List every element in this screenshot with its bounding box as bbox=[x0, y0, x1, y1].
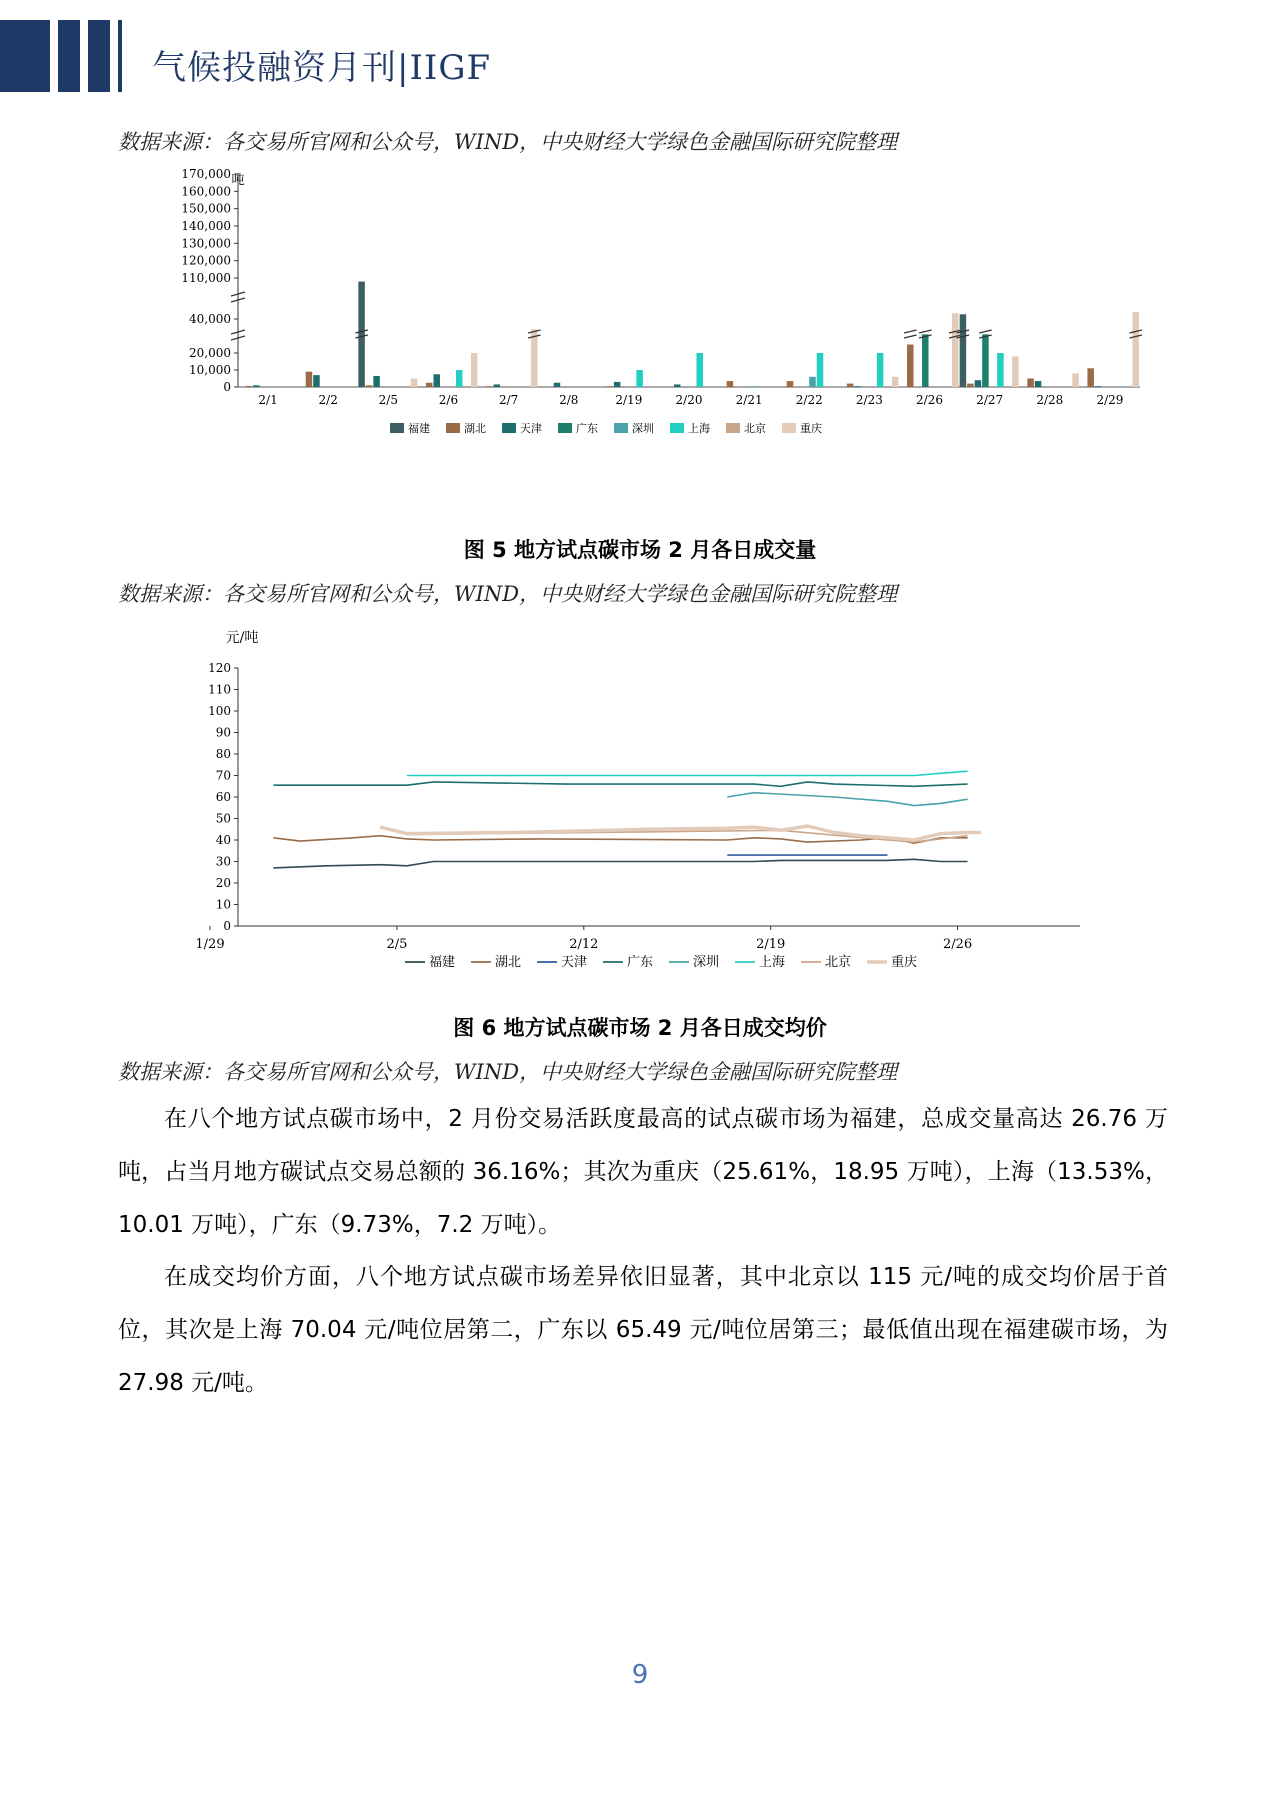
line-y-tick-label: 80 bbox=[215, 747, 231, 761]
line-y-tick-label: 50 bbox=[215, 811, 231, 826]
source-note-mid: 数据来源：各交易所官网和公众号，WIND，中央财经大学绿色金融国际研究院整理 bbox=[118, 582, 898, 606]
bar-y-tick-label: 160,000 bbox=[181, 184, 231, 199]
source-note-bottom: 数据来源：各交易所官网和公众号，WIND，中央财经大学绿色金融国际研究院整理 bbox=[118, 1060, 898, 1084]
bar-mark bbox=[922, 334, 929, 387]
bar-legend-label: 福建 bbox=[408, 422, 430, 435]
bar-mark bbox=[1132, 312, 1139, 387]
bar-mark bbox=[952, 313, 959, 387]
bar-y-tick-label: 40,000 bbox=[189, 312, 231, 326]
bar-legend-label: 北京 bbox=[744, 422, 766, 435]
bar-mark bbox=[749, 386, 756, 387]
line-legend-label: 上海 bbox=[759, 955, 786, 970]
bar-mark bbox=[817, 353, 824, 387]
paragraph-1: 在八个地方试点碳市场中，2 月份交易活跃度最高的试点碳市场为福建，总成交量高达 26.76 万吨，占当月地方碳试点交易总额的 36.16%；其次为重庆（25.61%，18.95 万吨），上海（13.53%，10.01 万吨），广东（9.73%，7.2 万吨）。 bbox=[118, 1106, 1168, 1238]
bar-y-tick-label: 140,000 bbox=[181, 219, 231, 233]
bar-legend-label: 上海 bbox=[688, 422, 710, 435]
bar-legend-swatch bbox=[558, 423, 572, 433]
line-legend-label: 湖北 bbox=[495, 955, 522, 970]
line-y-tick-label: 90 bbox=[215, 725, 231, 740]
bar-mark bbox=[907, 345, 914, 388]
line-x-tick-label: 2/26 bbox=[942, 937, 973, 952]
bar-mark bbox=[1072, 373, 1079, 387]
bar-y-tick-label: 10,000 bbox=[189, 363, 231, 377]
line-y-tick-label: 110 bbox=[208, 682, 231, 697]
bar-y-tick-label: 120,000 bbox=[181, 253, 231, 268]
bar-y-tick-label: 170,000 bbox=[181, 167, 231, 181]
bar-mark bbox=[975, 380, 982, 387]
bar-x-tick-label: 2/27 bbox=[976, 393, 1004, 407]
bar-y-tick-label: 20,000 bbox=[189, 346, 231, 360]
bar-mark bbox=[358, 282, 365, 387]
bar-x-tick-label: 2/28 bbox=[1036, 393, 1064, 407]
bar-mark bbox=[892, 377, 899, 387]
bar-legend-swatch bbox=[390, 423, 404, 433]
bar-mark bbox=[554, 383, 561, 387]
bar-mark bbox=[1095, 386, 1102, 387]
line-y-tick-label: 40 bbox=[215, 833, 231, 847]
bar-mark bbox=[433, 374, 440, 387]
bar-x-tick-label: 2/1 bbox=[258, 393, 278, 407]
bar-x-tick-label: 2/29 bbox=[1096, 393, 1124, 407]
bar-mark bbox=[471, 353, 478, 387]
line-y-tick-label: 10 bbox=[215, 897, 231, 912]
bar-mark bbox=[636, 370, 643, 387]
bar-legend-swatch bbox=[670, 423, 684, 433]
line-legend-label: 广东 bbox=[627, 955, 654, 970]
line-y-tick-label: 30 bbox=[215, 854, 231, 869]
bar-legend-swatch bbox=[614, 423, 628, 433]
bar-mark bbox=[411, 379, 418, 388]
line-series bbox=[407, 771, 968, 775]
bar-x-tick-label: 2/21 bbox=[735, 393, 763, 407]
line-y-tick-label: 70 bbox=[215, 768, 231, 783]
line-ylabel: 元/吨 bbox=[225, 630, 259, 646]
bar-mark bbox=[531, 329, 538, 387]
bar-legend-swatch bbox=[726, 423, 740, 433]
bar-x-tick-label: 2/19 bbox=[615, 393, 643, 407]
line-series bbox=[380, 826, 981, 840]
line-y-tick-label: 60 bbox=[215, 790, 231, 804]
bar-break-mark bbox=[919, 330, 932, 338]
bar-mark bbox=[877, 353, 884, 387]
bar-legend-label: 湖北 bbox=[464, 422, 486, 435]
bar-x-tick-label: 2/6 bbox=[438, 393, 459, 407]
bar-mark bbox=[246, 386, 253, 387]
bar-mark bbox=[847, 384, 854, 387]
bar-mark bbox=[373, 376, 380, 387]
bar-x-tick-label: 2/26 bbox=[916, 393, 944, 407]
bar-mark bbox=[1012, 356, 1019, 387]
line-chart bbox=[195, 628, 1120, 978]
line-legend-label: 福建 bbox=[429, 955, 456, 970]
line-x-tick-label: 2/19 bbox=[756, 937, 786, 952]
header-bar-1 bbox=[0, 20, 50, 92]
line-series bbox=[273, 859, 967, 868]
bar-mark bbox=[306, 372, 313, 387]
bar-y-tick-label: 130,000 bbox=[181, 236, 231, 251]
bar-y-tick-label: 150,000 bbox=[181, 201, 231, 216]
bar-mark bbox=[854, 386, 861, 387]
bar-mark bbox=[486, 386, 493, 387]
line-x-tick-label: 2/5 bbox=[386, 937, 408, 952]
line-legend-label: 天津 bbox=[561, 955, 588, 970]
bar-mark bbox=[960, 314, 967, 387]
bar-legend-label: 广东 bbox=[576, 422, 598, 435]
line-legend-label: 重庆 bbox=[891, 955, 918, 970]
bar-mark bbox=[253, 385, 259, 387]
source-note-top: 数据来源：各交易所官网和公众号，WIND，中央财经大学绿色金融国际研究院整理 bbox=[118, 130, 898, 154]
bar-legend-swatch bbox=[782, 423, 796, 433]
line-y-tick-label: 20 bbox=[215, 876, 231, 890]
bar-mark bbox=[606, 386, 613, 387]
line-y-tick-label: 100 bbox=[208, 704, 231, 718]
line-series bbox=[727, 793, 967, 806]
bar-mark bbox=[787, 381, 794, 387]
bar-x-tick-label: 2/20 bbox=[675, 393, 703, 407]
bar-mark bbox=[1027, 379, 1034, 388]
line-x-tick-label: 1/29 bbox=[195, 937, 225, 952]
header-bar-3 bbox=[88, 20, 110, 92]
bar-x-tick-label: 2/23 bbox=[855, 393, 883, 407]
bar-mark bbox=[1035, 381, 1042, 387]
bar-mark bbox=[426, 383, 433, 387]
bar-x-tick-label: 2/5 bbox=[378, 393, 398, 407]
bar-legend-label: 天津 bbox=[520, 422, 542, 435]
bar-x-tick-label: 2/8 bbox=[559, 393, 579, 407]
bar-chart bbox=[150, 168, 1150, 508]
figure6-caption: 图 6 地方试点碳市场 2 月各日成交均价 bbox=[453, 1016, 827, 1040]
header-bar-4 bbox=[118, 20, 122, 92]
bar-legend-label: 深圳 bbox=[632, 422, 654, 435]
bar-mark bbox=[727, 381, 734, 387]
bar-mark bbox=[366, 385, 373, 387]
bar-mark bbox=[674, 384, 681, 387]
bar-break-mark bbox=[979, 330, 992, 338]
bar-mark bbox=[456, 370, 463, 387]
header-bar-2 bbox=[58, 20, 80, 92]
bar-y-tick-label: 0 bbox=[223, 380, 231, 394]
line-legend-label: 深圳 bbox=[693, 955, 720, 970]
bar-mark bbox=[997, 353, 1004, 387]
bar-mark bbox=[697, 353, 704, 387]
bar-legend-swatch bbox=[502, 423, 516, 433]
bar-mark bbox=[494, 384, 501, 387]
bar-mark bbox=[967, 384, 974, 387]
page-number: 9 bbox=[631, 1660, 649, 1690]
header-title: 气候投融资月刊|IIGF bbox=[152, 48, 492, 88]
line-legend-label: 北京 bbox=[825, 955, 852, 970]
figure5-caption: 图 5 地方试点碳市场 2 月各日成交量 bbox=[463, 538, 817, 562]
bar-x-tick-label: 2/7 bbox=[498, 393, 519, 407]
bar-legend-swatch bbox=[446, 423, 460, 433]
bar-mark bbox=[982, 334, 989, 387]
bar-ylabel: 吨 bbox=[231, 173, 245, 188]
bar-x-tick-label: 2/22 bbox=[795, 393, 823, 407]
line-series bbox=[273, 782, 967, 786]
paragraph-2: 在成交均价方面，八个地方试点碳市场差异依旧显著，其中北京以 115 元/吨的成交均价居于首位，其次是上海 70.04 元/吨位居第二，广东以 65.49 元/吨位居第三；最低值出现在福建碳市场，为 27.98 元/吨。 bbox=[118, 1264, 1168, 1396]
bar-x-tick-label: 2/2 bbox=[318, 393, 338, 407]
bar-mark bbox=[1087, 368, 1094, 387]
bar-mark bbox=[614, 382, 621, 387]
line-x-tick-label: 2/12 bbox=[569, 937, 599, 952]
bar-y-tick-label: 110,000 bbox=[181, 271, 231, 285]
line-y-tick-label: 0 bbox=[223, 919, 231, 933]
bar-mark bbox=[313, 375, 320, 387]
bar-legend-label: 重庆 bbox=[800, 422, 822, 435]
bar-break-mark bbox=[904, 330, 917, 338]
line-y-tick-label: 120 bbox=[208, 661, 231, 675]
bar-mark bbox=[809, 377, 816, 387]
